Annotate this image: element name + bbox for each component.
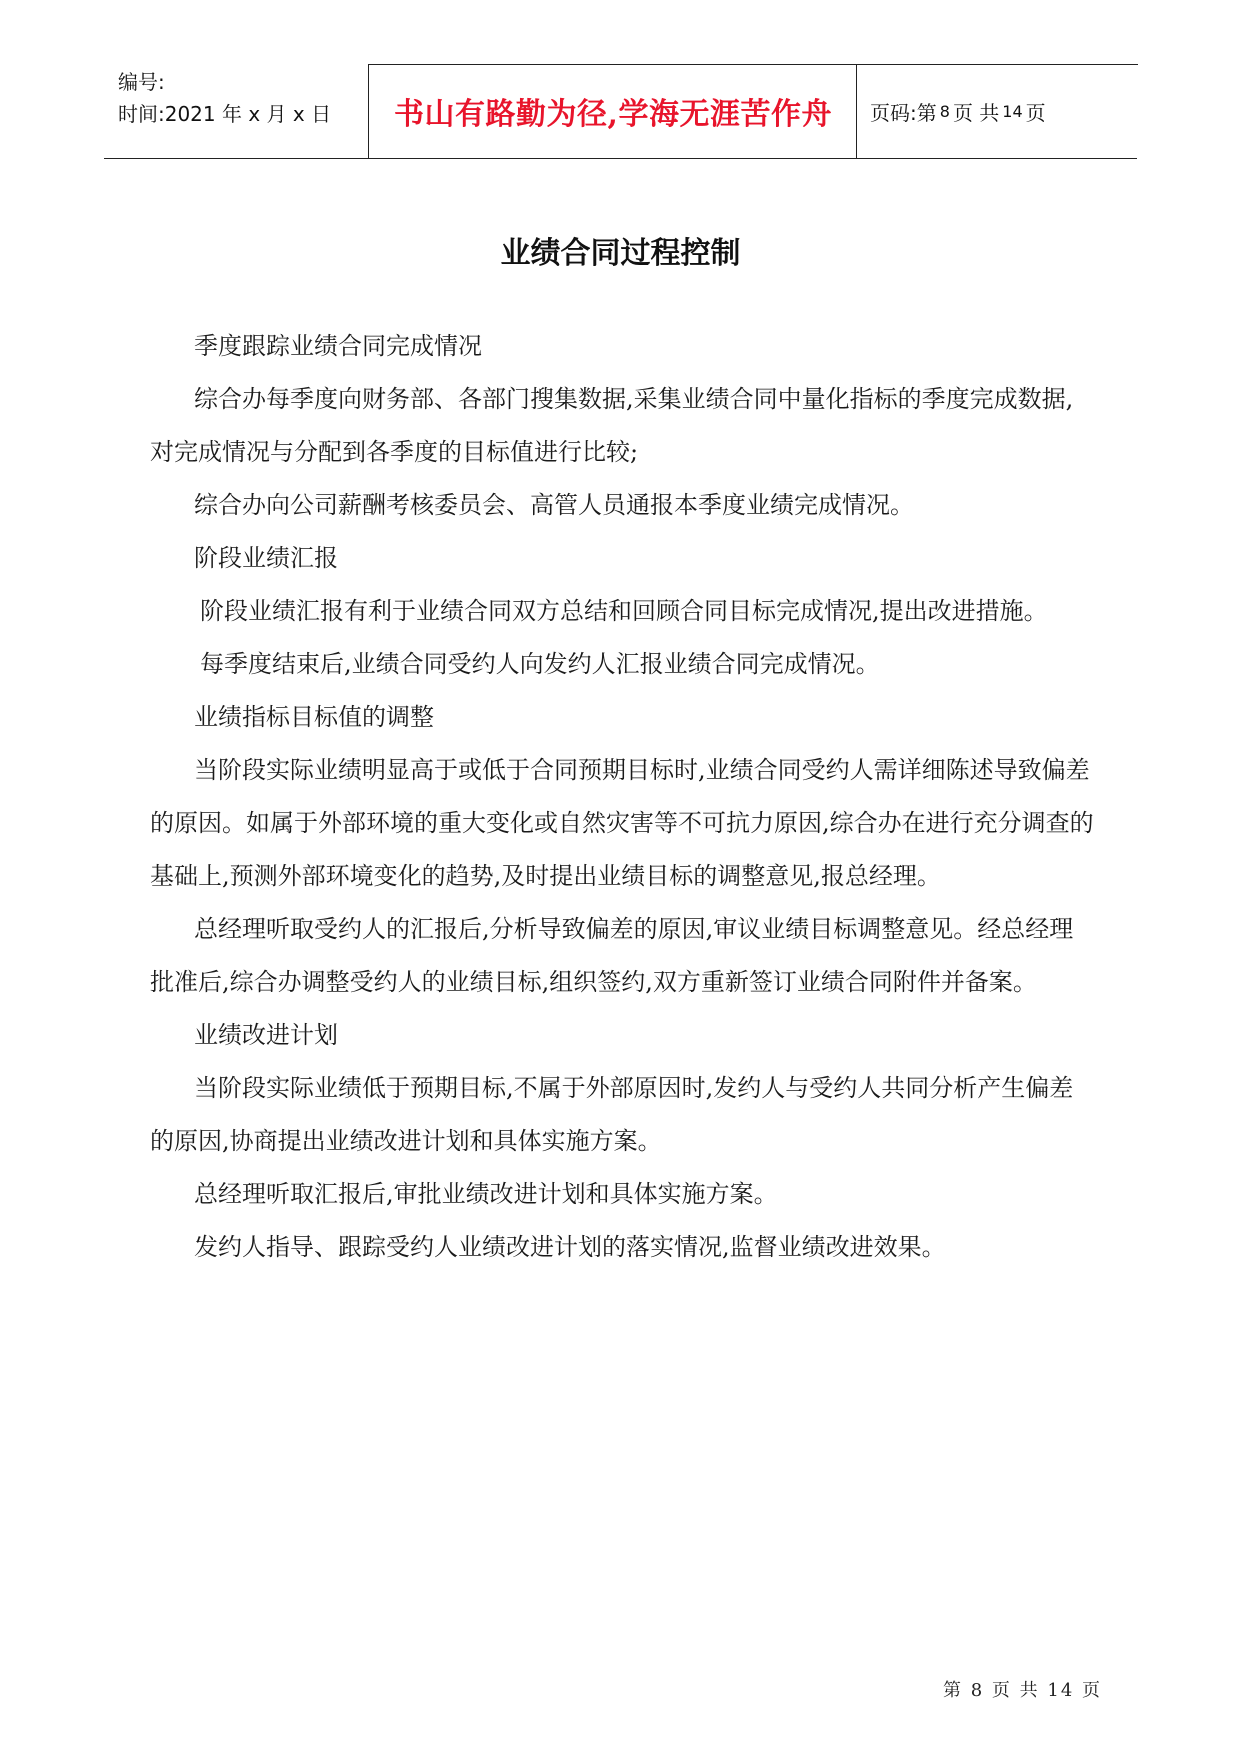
- body-paragraph: 综合办每季度向财务部、各部门搜集数据,采集业绩合同中量化指标的季度完成数据,对完成情况与分配到各季度的目标值进行比较;: [150, 385, 1074, 466]
- document-number-label: 编号:: [118, 70, 165, 94]
- page-prefix: 页码:第: [870, 100, 937, 125]
- body-paragraph: 每季度结束后,业绩合同受约人向发约人汇报业绩合同完成情况。: [200, 650, 880, 678]
- page-mid: 页 共: [952, 100, 1000, 125]
- header-motto: 书山有路勤为径,学海无涯苦作舟: [394, 97, 832, 132]
- document-body: [150, 320, 1094, 1274]
- page-total: 14: [1002, 101, 1023, 121]
- body-paragraph: 当阶段实际业绩低于预期目标,不属于外部原因时,发约人与受约人共同分析产生偏差的原因,协商提出业绩改进计划和具体实施方案。: [150, 1074, 1074, 1155]
- page-header: [104, 64, 1137, 159]
- page-suffix: 页: [1025, 100, 1046, 125]
- body-paragraph: 总经理听取受约人的汇报后,分析导致偏差的原因,审议业绩目标调整意见。经总经理批准后,综合办调整受约人的业绩目标,组织签约,双方重新签订业绩合同附件并备案。: [150, 915, 1074, 996]
- section-heading: 业绩改进计划: [194, 1021, 338, 1049]
- body-paragraph: 总经理听取汇报后,审批业绩改进计划和具体实施方案。: [194, 1180, 778, 1208]
- document-time-label: 时间:2021 年 x 月 x 日: [118, 102, 332, 126]
- page-current: 8: [939, 101, 950, 121]
- header-meta: [104, 64, 368, 158]
- document-title: 业绩合同过程控制: [500, 236, 741, 271]
- header-divider: [856, 64, 857, 158]
- body-paragraph: 综合办向公司薪酬考核委员会、高管人员通报本季度业绩完成情况。: [194, 491, 914, 519]
- body-paragraph: 当阶段实际业绩明显高于或低于合同预期目标时,业绩合同受约人需详细陈述导致偏差的原因。如属于外部环境的重大变化或自然灾害等不可抗力原因,综合办在进行充分调查的基础上,预测外部环境变化的趋势,及时提出业绩目标的调整意见,报总经理。: [150, 756, 1094, 890]
- section-heading: 业绩指标目标值的调整: [194, 703, 434, 731]
- section-heading: 季度跟踪业绩合同完成情况: [194, 332, 482, 360]
- body-paragraph: 发约人指导、跟踪受约人业绩改进计划的落实情况,监督业绩改进效果。: [194, 1233, 946, 1261]
- page-footer: 第 8 页 共 14 页: [943, 1680, 1102, 1701]
- section-heading: 阶段业绩汇报: [194, 544, 338, 572]
- body-paragraph: 阶段业绩汇报有利于业绩合同双方总结和回顾合同目标完成情况,提出改进措施。: [200, 597, 1048, 625]
- header-divider: [368, 64, 369, 158]
- header-page-info: [858, 64, 1138, 158]
